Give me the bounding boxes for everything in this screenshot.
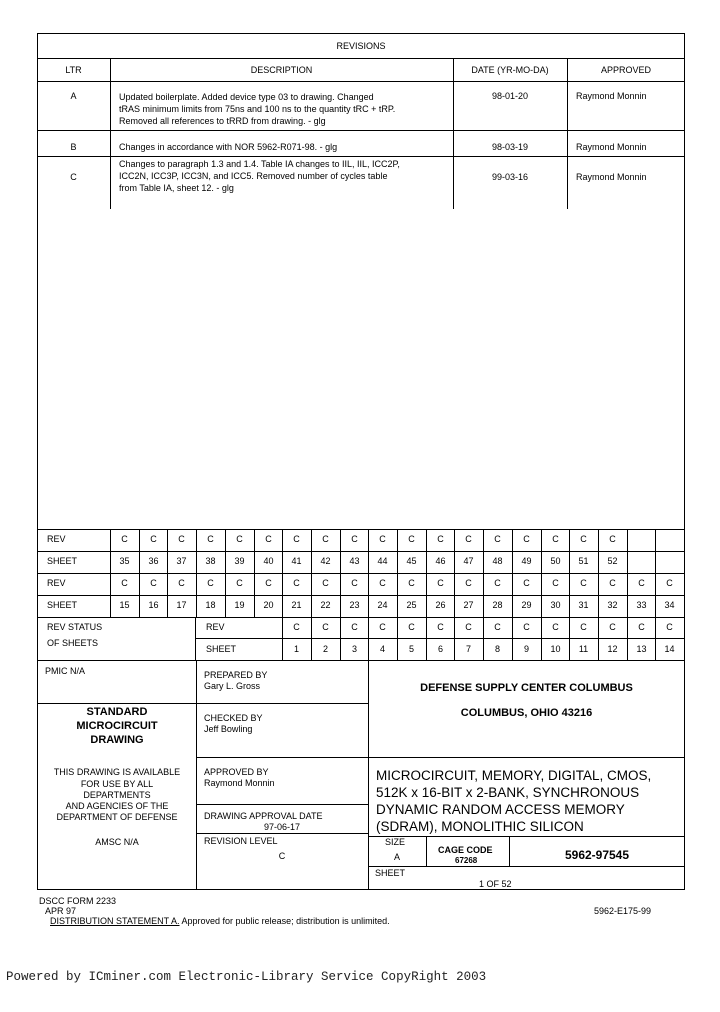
grid-line [37,551,685,552]
status-cell: 39 [234,556,245,566]
status-cell: C [408,578,415,588]
approved-label: APPROVED BY [204,767,269,777]
of-sheets-label: OF SHEETS [47,638,99,648]
status-cell: 40 [263,556,274,566]
status-cell: C [638,578,645,588]
status-cell: 27 [463,600,474,610]
rev-status-cell: C [494,622,501,632]
status-cell: C [379,534,386,544]
availability-line: FOR USE BY ALL [80,779,154,789]
grid-line [37,617,685,618]
rev-status-cell: C [351,622,358,632]
sheet-status-cell: 3 [351,644,357,654]
status-cell: 43 [349,556,360,566]
rev-label: REV [206,622,225,632]
device-title-line: MICROCIRCUIT, MEMORY, DIGITAL, CMOS, [376,768,652,783]
agency-name: DEFENSE SUPPLY CENTER COLUMBUS [420,682,633,694]
prepared-name: Gary L. Gross [204,681,261,691]
status-cell: 47 [463,556,474,566]
revision-date: 99-03-16 [491,172,529,182]
status-row-label: REV [47,578,66,588]
revision-date: 98-03-19 [491,142,529,152]
status-cell: C [322,534,329,544]
status-cell: 49 [521,556,532,566]
status-row-label: SHEET [47,600,78,610]
sheet-status-cell: 2 [322,644,328,654]
footer-credit: Powered by ICminer.com Electronic-Library Service CopyRight 2003 [6,970,487,984]
revision-ltr: A [70,91,77,101]
status-cell: C [465,578,472,588]
status-cell: 36 [148,556,159,566]
distribution-statement [50,916,390,927]
status-cell: C [494,534,501,544]
sheet-status-cell: 13 [636,644,647,654]
revision-desc-line: Changes in accordance with NOR 5962-R071-98. - glg [119,142,338,152]
standard-title: MICROCIRCUIT [76,720,158,732]
status-cell: C [236,534,243,544]
rev-status-cell: C [293,622,300,632]
status-cell: C [523,578,530,588]
sheet-status-cell: 12 [607,644,618,654]
header-date: DATE (YR-MO-DA) [471,65,549,75]
sheet-label-title: SHEET [375,868,406,878]
status-cell: C [207,534,214,544]
rev-status-cell: C [666,622,673,632]
status-cell: C [178,534,185,544]
status-cell: 32 [607,600,618,610]
status-cell: C [379,578,386,588]
status-cell: 37 [176,556,187,566]
sheet-status-cell: 11 [578,644,589,654]
status-cell: 50 [550,556,561,566]
rev-status-cell: C [552,622,559,632]
status-cell: C [580,534,587,544]
grid-line [37,573,685,574]
revision-level-label: REVISION LEVEL [204,836,278,846]
status-cell: 45 [406,556,417,566]
device-title-line: (SDRAM), MONOLITHIC SILICON [376,819,584,834]
header-ltr: LTR [65,65,82,75]
status-cell: C [609,534,616,544]
status-cell: 34 [664,600,675,610]
status-cell: C [494,578,501,588]
header-description: DESCRIPTION [250,65,313,75]
availability-line: DEPARTMENTS [83,790,151,800]
revision-ltr: B [70,142,77,152]
form-number: DSCC FORM 2233 [39,896,117,906]
status-cell: 48 [492,556,503,566]
status-cell: 41 [291,556,302,566]
status-row-label: REV [47,534,66,544]
revision-level: C [278,851,286,861]
rev-status-cell: C [609,622,616,632]
status-cell: C [437,578,444,588]
status-cell: C [322,578,329,588]
status-cell: 44 [377,556,388,566]
cage-label: CAGE CODE [438,845,493,855]
status-cell: 16 [148,600,159,610]
availability-line: THIS DRAWING IS AVAILABLE [53,767,181,777]
rev-status-cell: C [465,622,472,632]
agency-city: COLUMBUS, OHIO 43216 [460,707,593,719]
pmic: PMIC N/A [45,666,86,676]
status-cell: 20 [263,600,274,610]
sheet-status-cell: 10 [550,644,561,654]
sheet-label: SHEET [206,644,237,654]
status-cell: 26 [435,600,446,610]
rev-status-label: REV STATUS [47,622,103,632]
status-cell: C [293,578,300,588]
amsc: AMSC N/A [95,837,139,847]
status-cell: C [408,534,415,544]
status-cell: C [150,534,157,544]
status-cell: 35 [119,556,130,566]
status-cell: 30 [550,600,561,610]
header-approved: APPROVED [600,65,651,75]
status-cell: 18 [205,600,216,610]
status-cell: C [523,534,530,544]
status-cell: C [609,578,616,588]
approved-name: Raymond Monnin [204,778,275,788]
status-cell: 31 [578,600,589,610]
status-cell: C [666,578,673,588]
status-cell: 19 [234,600,245,610]
distribution-text: Approved for public release; distribution is unlimited. [179,916,390,926]
status-cell: C [351,534,358,544]
distribution-label: DISTRIBUTION STATEMENT A. [50,916,180,926]
status-cell: C [178,578,185,588]
status-cell: 24 [377,600,388,610]
status-row-label: SHEET [47,556,78,566]
revision-date: 98-01-20 [491,91,529,101]
status-cell: C [207,578,214,588]
doc-code: 5962-E175-99 [594,906,652,916]
status-cell: C [293,534,300,544]
status-cell: 42 [320,556,331,566]
grid-line [37,595,685,596]
approval-date: 97-06-17 [263,822,301,832]
sheet-status-cell: 8 [494,644,500,654]
checked-name: Jeff Bowling [204,724,253,734]
status-cell: C [552,534,559,544]
rev-status-cell: C [638,622,645,632]
status-cell: C [236,578,243,588]
revision-approved: Raymond Monnin [576,91,647,101]
sheet-status-cell: 14 [664,644,675,654]
status-cell: 38 [205,556,216,566]
status-cell: 22 [320,600,331,610]
status-cell: C [552,578,559,588]
grid-line [37,529,685,530]
revision-desc-line: from Table IA, sheet 12. - glg [119,183,234,193]
standard-title: STANDARD [86,706,148,718]
sheet-status-cell: 1 [293,644,299,654]
revision-approved: Raymond Monnin [576,142,647,152]
checked-label: CHECKED BY [204,713,263,723]
status-cell: 25 [406,600,417,610]
status-cell: C [580,578,587,588]
revision-ltr: C [70,172,77,182]
revision-desc-line: tRAS minimum limits from 75ns and 100 ns to the quantity tRC + tRP. [119,104,396,114]
status-cell: C [265,534,272,544]
status-cell: C [351,578,358,588]
rev-status-cell: C [523,622,530,632]
status-cell: C [121,578,128,588]
rev-status-cell: C [379,622,386,632]
sheet-of: 1 OF 52 [479,879,512,889]
sheet-status-cell: 5 [408,644,414,654]
availability-line: DEPARTMENT OF DEFENSE [56,812,178,822]
prepared-label: PREPARED BY [204,670,268,680]
sheet-status-cell: 6 [437,644,443,654]
status-cell: 17 [176,600,187,610]
status-cell: C [150,578,157,588]
status-cell: 21 [291,600,302,610]
rev-status-cell: C [322,622,329,632]
rev-status-cell: C [408,622,415,632]
status-cell: 33 [636,600,647,610]
approval-date-label: DRAWING APPROVAL DATE [204,811,323,821]
revisions-title: REVISIONS [336,41,386,51]
rev-status-cell: C [580,622,587,632]
size-label: SIZE [385,837,406,847]
device-title-line: DYNAMIC RANDOM ACCESS MEMORY [376,802,625,817]
grid-line [684,617,685,660]
size-value: A [393,852,400,862]
status-cell: 51 [578,556,589,566]
sheet-status-cell: 7 [465,644,471,654]
revision-approved: Raymond Monnin [576,172,647,182]
status-cell: C [121,534,128,544]
revision-desc-line: Updated boilerplate. Added device type 03 to drawing. Changed [119,92,374,102]
status-cell: C [437,534,444,544]
status-cell: 15 [119,600,130,610]
status-cell: 28 [492,600,503,610]
sheet-status-cell: 4 [379,644,385,654]
revision-desc-line: Changes to paragraph 1.3 and 1.4. Table IA changes to IIL, IIL, ICC2P, [119,159,400,169]
revision-desc-line: ICC2N, ICC3P, ICC3N, and ICC5. Removed number of cycles table [119,171,388,181]
availability-line: AND AGENCIES OF THE [65,801,169,811]
status-cell: 23 [349,600,360,610]
standard-title: DRAWING [90,734,144,746]
status-cell: C [465,534,472,544]
cage-value: 67268 [455,856,478,865]
status-cell: 52 [607,556,618,566]
drawing-number: 5962-97545 [564,848,630,862]
sheet-status-cell: 9 [523,644,529,654]
status-cell: 46 [435,556,446,566]
device-title-line: 512K x 16-BIT x 2-BANK, SYNCHRONOUS [376,785,640,800]
form-date: APR 97 [45,906,77,916]
status-cell: 29 [521,600,532,610]
status-cell: C [265,578,272,588]
rev-status-cell: C [437,622,444,632]
revision-desc-line: Removed all references to tRRD from drawing. - glg [119,116,326,126]
grid-line [684,529,685,617]
